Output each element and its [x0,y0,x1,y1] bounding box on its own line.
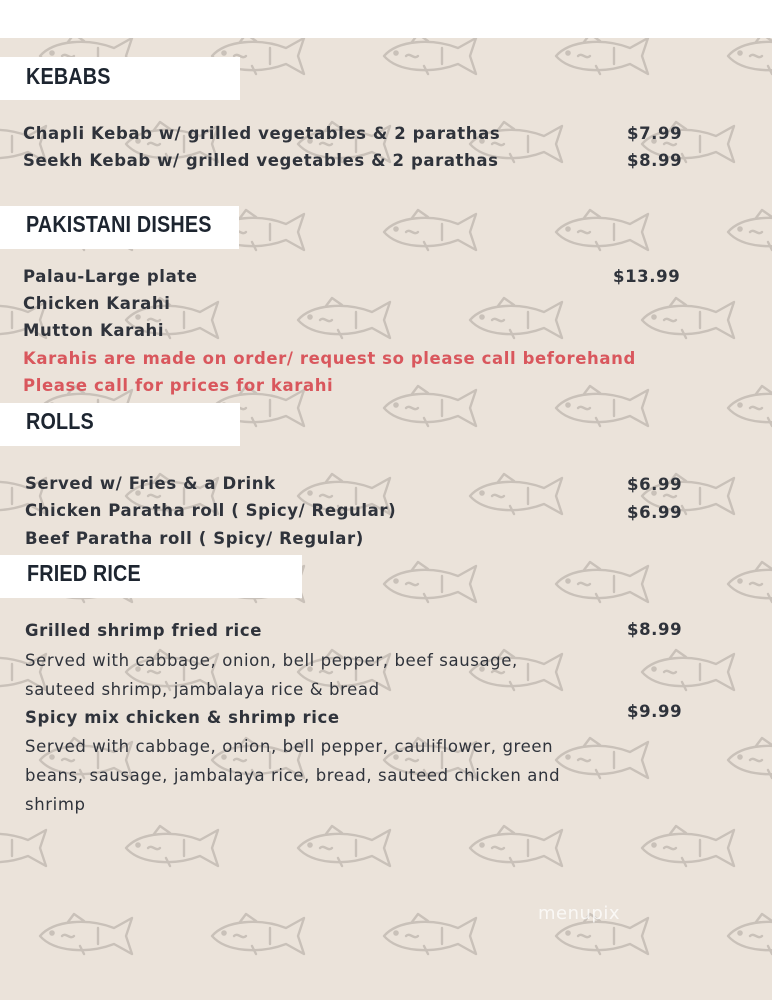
fish-icon [556,210,648,250]
fish-icon [642,826,734,866]
karahi-order-note: Karahis are made on order/ request so please call beforehand [23,349,636,368]
fish-icon [728,562,772,602]
fish-icon [470,474,562,514]
menu-item-name: Chicken Karahi [23,294,171,313]
menu-item-description: shrimp [25,795,86,814]
fish-icon [556,562,648,602]
menu-item-price: $13.99 [613,267,681,286]
menu-item-name: Chapli Kebab w/ grilled vegetables & 2 parathas [23,124,501,143]
fish-icon [384,386,476,426]
fish-icon [384,210,476,250]
fish-icon [728,38,772,74]
menu-item-name: Mutton Karahi [23,321,165,340]
menu-item-description: sauteed shrimp, jambalaya rice & bread [25,680,380,699]
pakistani-dishes-heading: PAKISTANI DISHES [26,211,212,237]
rolls-heading: ROLLS [26,408,94,434]
menu-item-price: $6.99 [627,475,683,494]
fish-icon [470,298,562,338]
fish-icon [212,914,304,954]
menu-item-price: $6.99 [627,503,683,522]
fish-icon [728,914,772,954]
fish-icon [556,386,648,426]
menu-item-description: beans, sausage, jambalaya rice, bread, sauteed chicken and [25,766,561,785]
fish-icon [384,562,476,602]
fish-icon [384,914,476,954]
menu-page [0,38,772,1000]
fish-icon [642,298,734,338]
menu-item-price: $8.99 [627,620,683,639]
menu-item-name: Seekh Kebab w/ grilled vegetables & 2 parathas [23,151,499,170]
menu-item-name: Spicy mix chicken & shrimp rice [25,708,340,727]
fish-icon [384,38,476,74]
menu-item-name: Grilled shrimp fried rice [25,621,262,640]
fish-icon [556,738,648,778]
fish-icon [126,826,218,866]
karahi-price-note: Please call for prices for karahi [23,376,334,395]
fish-icon [40,914,132,954]
menu-item-price: $8.99 [627,151,683,170]
menu-item-description: Served with cabbage, onion, bell pepper, beef sausage, [25,651,518,670]
watermark: menupix [538,903,621,924]
menu-item-price: $7.99 [627,124,683,143]
menu-item-name: Chicken Paratha roll ( Spicy/ Regular) [25,501,397,520]
menu-item-price: $9.99 [627,702,683,721]
fish-icon [0,826,46,866]
menu-item-name: Served w/ Fries & a Drink [25,474,276,493]
menu-item-name: Beef Paratha roll ( Spicy/ Regular) [25,529,364,548]
menu-item-description: Served with cabbage, onion, bell pepper, cauliflower, green [25,737,554,756]
fish-icon [298,298,390,338]
menu-item-name: Palau-Large plate [23,267,198,286]
fish-icon [470,826,562,866]
fish-icon [642,650,734,690]
fish-icon [556,38,648,74]
fish-icon [728,386,772,426]
fried-rice-heading: FRIED RICE [27,560,141,586]
fish-icon [728,738,772,778]
kebabs-heading: KEBABS [26,63,111,89]
fish-icon [728,210,772,250]
fish-icon [298,826,390,866]
